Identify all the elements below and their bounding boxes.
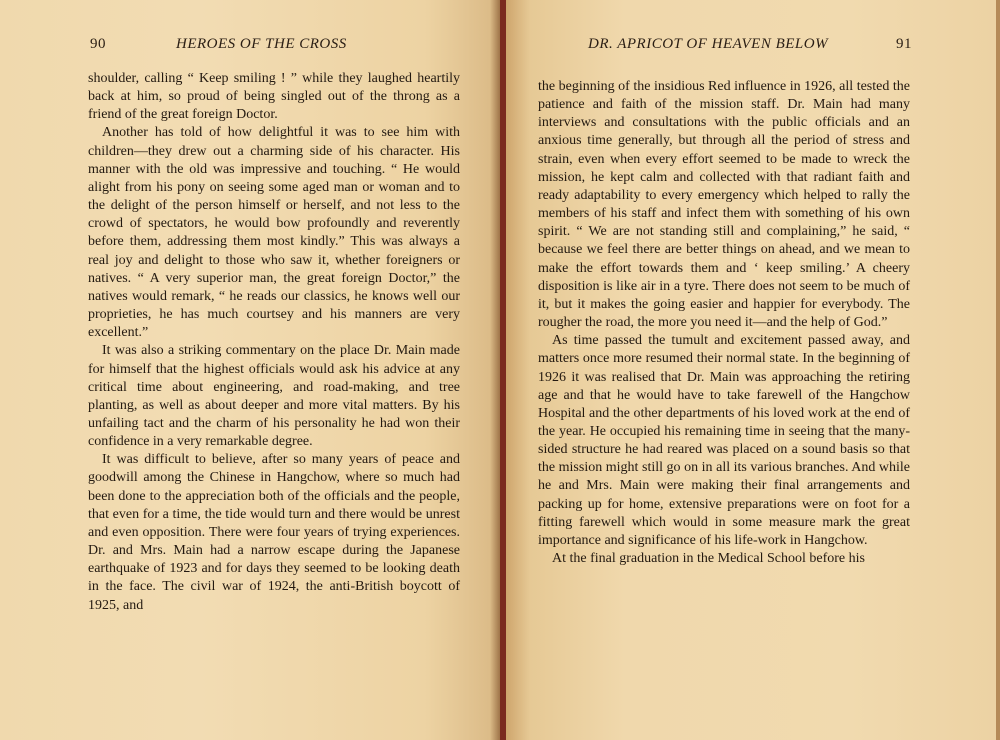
paragraph: It was also a striking commentary on the place Dr. Main made for himself that the highest officials would ask his advice at any critical time about engineering, and road-making, and tree planting, as well as about deeper and more vital matters. By his unfailing tact and the charm of his personality he had won their confidence in a very remarkable degree. xyxy=(88,343,460,450)
paragraph: the beginning of the insidious Red influence in 1926, all tested the patience and faith of the mission staff. Dr. Main had many interviews and consultations with the public officials and an anxious time generally, but through all the period of stress and strain, even when every effort seemed to be made to wreck the mission, he kept calm and collected with that radiant faith and ready adaptability to every emergency which helped to rally the members of his staff and infect them with something of his own spirit. “ We are not standing still and complaining,” he said, “ because we feel there are better things on ahead, and we mean to make the effort towards them and ‘ keep smiling.’ A cheery disposition is like air in a tyre. There does not seem to be much of it, but it makes the going easier and happier for everybody. The rougher the road, the more you need it—and the help of God.” xyxy=(538,79,910,331)
page-body xyxy=(88,70,460,615)
paragraph: Another has told of how delightful it was to see him with children—they drew out a charming side of his character. His manner with the old was impressive and touching. “ He would alight from his pony on seeing some aged man or woman and to the delight of the person himself or herself, and not less to the crowd of spectators, he would bow profoundly and reverently before them, addressing them most kindly.” This was always a real joy and delight to those who saw it, whether foreigners or natives. “ A very superior man, the great foreign Doctor,” the natives would remark, “ he reads our classics, he knows well our proprieties, he has much courtsey and his manners are very excellent.” xyxy=(88,125,460,341)
running-title: HEROES OF THE CROSS xyxy=(176,36,347,52)
right-page xyxy=(500,0,1000,740)
page-body xyxy=(538,78,910,568)
paragraph: As time passed the tumult and excitement passed away, and matters once more resumed their normal state. In the beginning of 1926 it was realised that Dr. Main was approaching the retiring age and that he would have to take farewell of the Hangchow Hospital and the other departments of his loved work at the end of the year. He occupied his remaining time in seeing that the many-sided structure he had reared was placed on a sound basis so that the mission might still go on in all its various branches. And while he and Mrs. Main were making their final arrangements and packing up for home, extensive preparations were on foot for a fitting farewell which would in some measure mark the great importance and significance of his life-work in Hangchow. xyxy=(538,333,910,548)
paragraph: At the final graduation in the Medical School before his xyxy=(552,551,865,567)
paragraph: It was difficult to believe, after so many years of peace and goodwill among the Chinese in Hangchow, where so much had been done to the appreciation both of the officials and the people, that even for a time, the tide would turn and there would be unrest and even opposition. There were four years of trying experiences. Dr. and Mrs. Main had a narrow escape during the Japanese earthquake of 1923 and for days they seemed to be looking death in the face. The civil war of 1924, the anti-British boycott of 1925, and xyxy=(88,452,460,613)
running-title: DR. APRICOT OF HEAVEN BELOW xyxy=(588,36,829,52)
page-number: 91 xyxy=(896,36,912,52)
paragraph: shoulder, calling “ Keep smiling ! ” while they laughed heartily back at him, so proud of being singled out of the throng as a friend of the great foreign Doctor. xyxy=(88,71,460,123)
page-number: 90 xyxy=(90,36,106,52)
